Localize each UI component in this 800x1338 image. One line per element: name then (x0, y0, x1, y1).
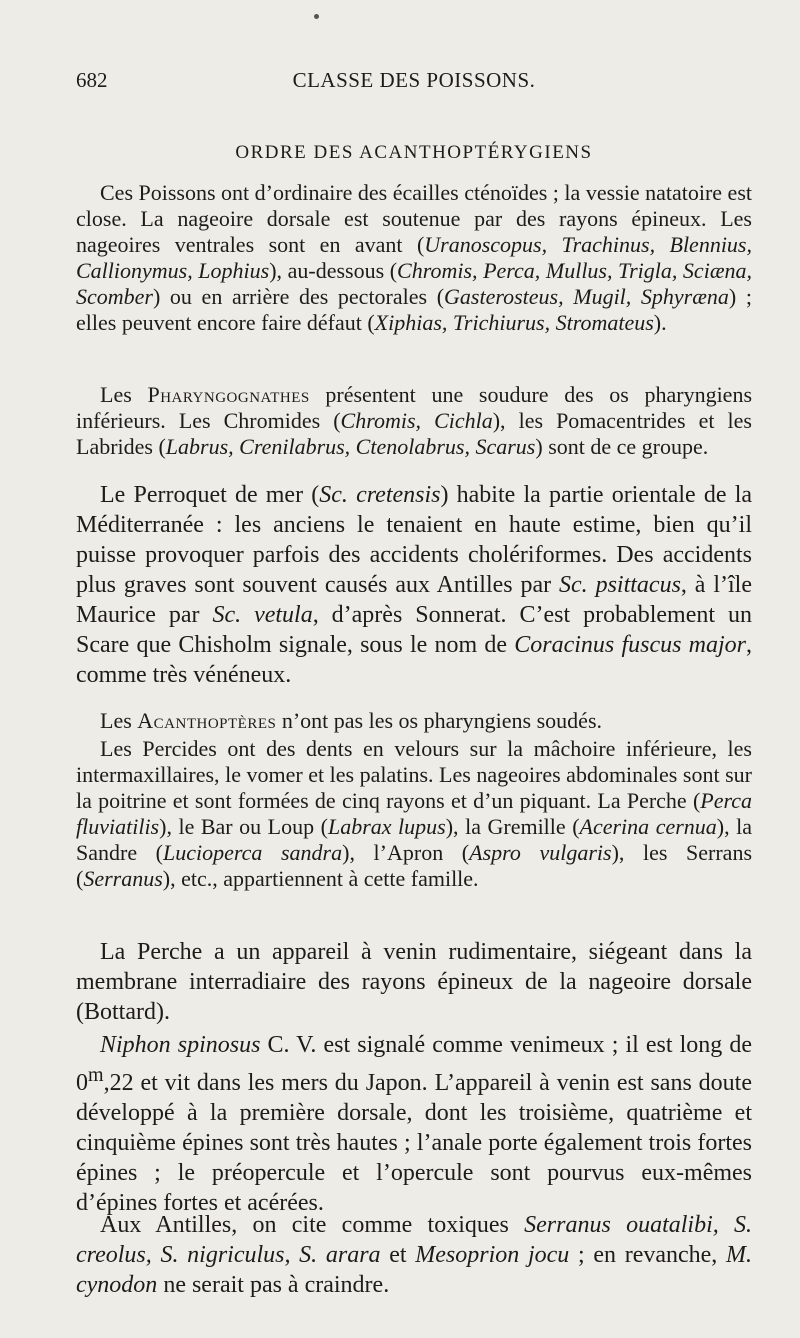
paragraph-percides: Les Percides ont des dents en velours sur la mâchoire inférieure, les intermaxillaires, le vomer et les palatins. Les nageoires abdominales sont sur la poitrine et sont formées de cinq rayons et d’un piquant. La Perche (Perca fluviatilis), le Bar ou Loup (Labrax lupus), la Gremille (Acerina cernua), la Sandre (Lucioperca sandra), l’Apron (Aspro vulgaris), les Serrans (Serranus), etc., appartiennent à cette famille. (76, 736, 753, 891)
section-title: ORDRE DES ACANTHOPTÉRYGIENS (235, 142, 593, 163)
paragraph-perroquet-de-mer: Le Perroquet de mer (Sc. cretensis) habite la partie orientale de la Méditerranée : les anciens le tenaient en haute estime, bien qu’il puisse provoquer parfois des accidents cholériformes. Des accidents plus graves sont souvent causés aux Antilles par Sc. psittacus, à l’île Maurice par Sc. vetula, d’après Sonnerat. C’est probablement un Scare que Chisholm signale, sous le nom de Coracinus fuscus major, comme très vénéneux. (76, 482, 753, 688)
paragraph-general-characters: Ces Poissons ont d’ordinaire des écailles cténoïdes ; la vessie natatoire est close. La nageoire dorsale est soutenue par des rayons épineux. Les nageoires ventrales sont en avant (Uranoscopus, Trachinus, Blennius, Callionymus, Lophius), au-dessous (Chromis, Perca, Mullus, Trigla, Sciæna, Scomber) ou en arrière des pectorales (Gasterosteus, Mugil, Sphyræna) ; elles peuvent encore faire défaut (Xiphias, Trichiurus, Stromateus). (76, 180, 752, 335)
ink-speck (314, 14, 319, 19)
running-title: CLASSE DES POISSONS. (292, 68, 536, 92)
page-number: 682 (76, 68, 108, 92)
paragraph-niphon-spinosus: Niphon spinosus C. V. est signalé comme venimeux ; il est long de 0$^m$,22 et vit dans les mers du Japon. L’appareil à venin est sans doute développé à la première dorsale, dont les troisième, quatrième et cinquième épines sont très hautes ; l’anale porte également trois fortes épines ; le préopercule et l’opercule sont pourvus eux-mêmes d’épines fortes et acérées. (76, 1032, 753, 1216)
paragraph-antilles-serranus: Aux Antilles, on cite comme toxiques Serranus ouatalibi, S. creolus, S. nigriculus, S. arara et Mesoprion jocu ; en revanche, M. cynodon ne serait pas à craindre. (76, 1212, 753, 1298)
paragraph-perche-venin: La Perche a un appareil à venin rudimentaire, siégeant dans la membrane interradiaire des rayons épineux de la nageoire dorsale (Bottard). (76, 939, 752, 1025)
paragraph-acanthopteres: Les Acanthoptères n’ont pas les os pharyngiens soudés. (100, 708, 603, 733)
paragraph-pharyngognathes: Les Pharyngognathes présentent une soudure des os pharyngiens inférieurs. Les Chromides (Chromis, Cichla), les Pomacentrides et les Labrides (Labrus, Crenilabrus, Ctenolabrus, Scarus) sont de ce groupe. (76, 382, 753, 459)
page-header (76, 68, 752, 98)
